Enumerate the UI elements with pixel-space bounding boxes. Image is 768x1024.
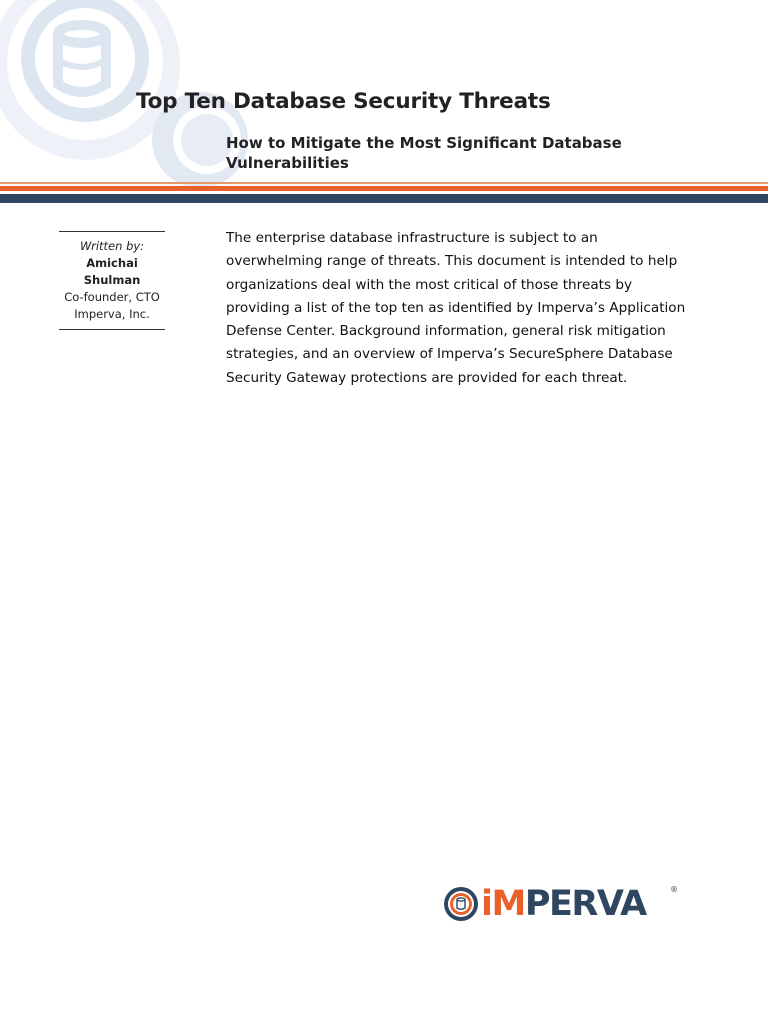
logo-letter-i: i: [481, 884, 492, 924]
document-title: Top Ten Database Security Threats: [136, 89, 551, 114]
author-role: Co-founder, CTO: [64, 290, 160, 304]
logo-letter-m: M: [491, 884, 525, 924]
database-seal-icon: [443, 886, 479, 922]
intro-paragraph: The enterprise database infrastructure is subject to an overwhelming range of threats. This document is intended to help organizations deal with the most critical of those threats by providing a list of the top ten as identified by Imperva’s Application Defense Center. Background information, general risk mitigation strategies, and an overview of Imperva’s SecureSphere Database Security Gateway protections are provided for each threat.: [226, 230, 686, 386]
author-name: Amichai Shulman: [83, 256, 141, 287]
header-rule-thin: [0, 182, 768, 184]
imperva-logo: [443, 884, 683, 926]
document-subtitle: How to Mitigate the Most Significant Database Vulnerabilities: [226, 134, 622, 172]
registered-mark: ®: [670, 885, 678, 894]
author-label: Written by:: [79, 239, 145, 253]
author-box: [59, 231, 165, 330]
header-rule-navy: [0, 194, 768, 203]
logo-wordmark: [481, 884, 646, 924]
logo-letters-rest: PERVA: [524, 884, 646, 924]
author-company: Imperva, Inc.: [74, 307, 150, 321]
